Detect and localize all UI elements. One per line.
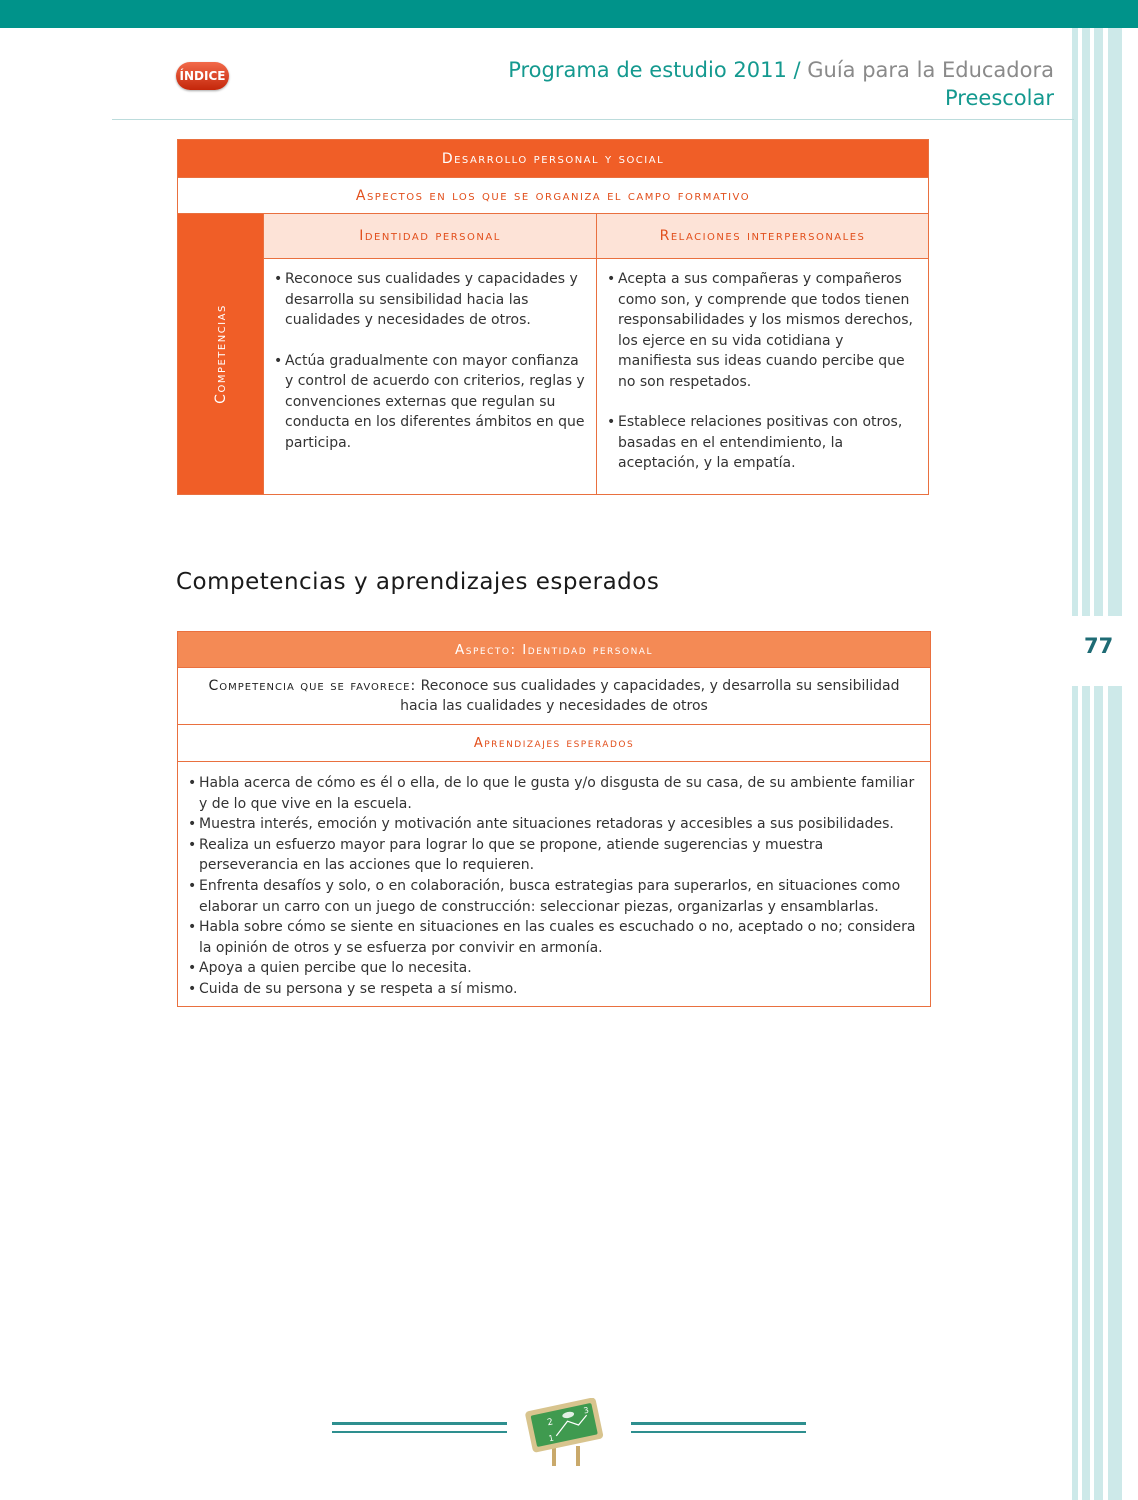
footer-line-left-top — [332, 1422, 507, 1425]
list-item: • Muestra interés, emoción y motivación ante situaciones retadoras y accesibles a sus posibilidades. — [188, 814, 920, 835]
competence-row — [178, 668, 931, 725]
list-item: • Habla acerca de cómo es él o ella, de lo que le gusta y/o disgusta de su casa, de su ambiente familiar y de lo que vive en la escuela. — [188, 773, 920, 814]
board-digit-2: 2 — [546, 1417, 555, 1429]
competence-text: Reconoce sus cualidades y capacidades, y desarrolla su sensibilidad hacia las cualidades y necesidades de otros — [400, 678, 900, 714]
page-number: 77 — [1084, 634, 1114, 658]
competencias-label-text: Competencias — [212, 303, 229, 404]
footer-line-right-bottom — [631, 1431, 806, 1433]
list-item: • Acepta a sus compañeras y compañeros como son, y comprende que todos tienen responsabilidades y los mismos derechos, los ejerce en su vida cotidiana y manifiesta sus ideas cuando percibe que no son respetados. — [607, 269, 918, 392]
list-item: • Establece relaciones positivas con otros, basadas en el entendimiento, la aceptación, y la empatía. — [607, 412, 918, 474]
competence-label: Competencia que se favorece: — [208, 678, 417, 694]
right-margin-stripes — [1072, 28, 1122, 1500]
column-heading-relaciones: Relaciones interpersonales — [597, 214, 929, 259]
indice-button[interactable]: ÍNDICE — [176, 62, 229, 90]
field-table — [177, 139, 929, 495]
column-heading-identidad: Identidad personal — [264, 214, 597, 259]
program-title: Programa de estudio 2011 — [508, 58, 787, 82]
guide-title: Guía para la Educadora — [807, 58, 1054, 82]
list-item: • Enfrenta desafíos y solo, o en colaboración, busca estrategias para superarlos, en situaciones como elaborar un carro con un juego de construcción: seleccionar piezas, organizarlas y ensamblarlas. — [188, 876, 920, 917]
chalkboard-icon — [522, 1398, 606, 1468]
section-title: Competencias y aprendizajes esperados — [176, 569, 660, 595]
title-separator: / — [793, 58, 801, 82]
top-color-bar — [0, 0, 1138, 28]
competencias-row-label — [178, 214, 264, 495]
relaciones-competencies — [597, 259, 929, 495]
list-item: • Apoya a quien percibe que lo necesita. — [188, 958, 920, 979]
footer-line-left-bottom — [332, 1431, 507, 1433]
identidad-competencies — [264, 259, 597, 495]
list-item: • Reconoce sus cualidades y capacidades y desarrolla su sensibilidad hacia las cualidades y necesidades de otros. — [274, 269, 586, 331]
field-subtitle: Aspectos en los que se organiza el campo formativo — [178, 178, 929, 214]
list-item: • Actúa gradualmente con mayor confianza y control de acuerdo con criterios, reglas y convenciones externas que regulan su conducta en los diferentes ámbitos en que participa. — [274, 351, 586, 454]
board-digit-3: 3 — [582, 1405, 590, 1416]
level-title: Preescolar — [945, 86, 1054, 110]
header-divider — [112, 119, 1074, 120]
learnings-list-cell — [178, 762, 931, 1007]
aspect-table — [177, 631, 931, 1007]
list-item: • Cuida de su persona y se respeta a sí mismo. — [188, 979, 920, 1000]
aspect-heading: Aspecto: Identidad personal — [178, 632, 931, 668]
footer-line-right-top — [631, 1422, 806, 1425]
list-item: • Realiza un esfuerzo mayor para lograr lo que se propone, atiende sugerencias y muestra perseverancia en las acciones que lo requieren. — [188, 835, 920, 876]
list-item: • Habla sobre cómo se siente en situaciones en las cuales es escuchado o no, aceptado o no; considera la opinión de otros y se esfuerza por convivir en armonía. — [188, 917, 920, 958]
page-header — [508, 56, 1054, 112]
learnings-heading: Aprendizajes esperados — [178, 725, 931, 762]
board-digit-1: 1 — [547, 1433, 555, 1444]
field-title: Desarrollo personal y social — [178, 140, 929, 178]
